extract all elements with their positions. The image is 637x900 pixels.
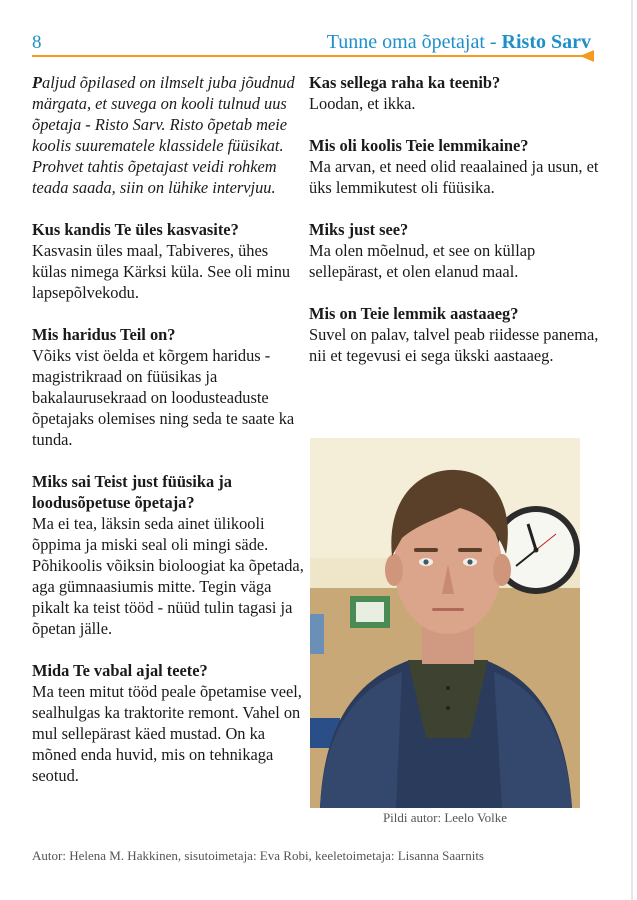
header-rule — [32, 55, 582, 57]
qa-block — [32, 219, 304, 303]
section-title — [327, 31, 591, 54]
left-column — [32, 72, 304, 807]
question: Mis oli koolis Teie lemmikaine? — [309, 136, 529, 155]
question: Kas sellega raha ka teenib? — [309, 73, 501, 92]
teacher-photo — [310, 438, 580, 808]
answer: Suvel on palav, talvel peab riidesse panema, nii et tegevusi ei sega ükski aastaaeg. — [309, 325, 599, 365]
intro-text: aljud õpilased on ilmselt juba jõudnud märgata, et suvega on kooli tulnud uus õpetaja - Risto Sarv. Risto õpetab meie koolis suurematele klassidele füüsikat. Prohvet tahtis õpetajast veidi rohkem teada saada, siin on lühike intervjuu. — [32, 73, 295, 197]
answer: Kasvasin üles maal, Tabiveres, ühes külas nimega Kärksi küla. See oli minu lapsepõlvekodu. — [32, 241, 291, 302]
qa-block — [309, 72, 609, 114]
question: Mida Te vabal ajal teete? — [32, 661, 208, 680]
credits-footer: Autor: Helena M. Hakkinen, sisutoimetaja: Eva Robi, keeletoimetaja: Lisanna Saarnits — [32, 848, 484, 863]
page-header — [0, 0, 637, 70]
qa-block — [32, 471, 304, 639]
page-edge — [631, 0, 633, 900]
answer: Ma olen mõelnud, et see on küllap sellepärast, et olen elanud maal. — [309, 241, 536, 281]
question: Mis haridus Teil on? — [32, 325, 176, 344]
qa-block — [32, 324, 304, 450]
right-column — [309, 72, 609, 387]
qa-block — [309, 135, 609, 198]
rule-arrow-icon — [580, 50, 594, 62]
qa-block — [32, 660, 304, 786]
drop-letter: P — [32, 73, 43, 92]
section-title-prefix: Tunne oma õpetajat - — [326, 31, 502, 53]
intro-paragraph — [32, 72, 304, 198]
answer: Loodan, et ikka. — [309, 94, 416, 113]
answer: Ma arvan, et need olid reaalained ja usun, et üks lemmikutest oli füüsika. — [309, 157, 599, 197]
answer: Ma teen mitut tööd peale õpetamise veel, sealhulgas ka traktorite remont. Vahel on mul sellepärast käed mustad. On ka mõned enda huvid, mis on tehnikaga seotud. — [32, 682, 302, 785]
question: Mis on Teie lemmik aastaaeg? — [309, 304, 519, 323]
question: Miks sai Teist just füüsika ja loodusõpetuse õpetaja? — [32, 472, 232, 512]
question: Miks just see? — [309, 220, 409, 239]
answer: Võiks vist öelda et kõrgem haridus - magistrikraad on füüsikas ja bakalaurusekraad on loodusteaduste õpetajaks olemises ning seda te saate ka tunda. — [32, 346, 295, 449]
qa-block — [309, 219, 609, 282]
answer: Ma ei tea, läksin seda ainet ülikooli õppima ja miski seal oli mingi säde. Põhikoolis võiksin bioloogiat ka õpetada, aga gümnaasiumis mitte. Tegin väga pikalt ka teist tööd - nüüd tulin tagasi ja õpetan jälle. — [32, 514, 304, 638]
page-number: 8 — [32, 32, 42, 53]
photo-caption: Pildi autor: Leelo Volke — [382, 810, 508, 825]
question: Kus kandis Te üles kasvasite? — [32, 220, 239, 239]
teacher-name: Risto Sarv — [501, 31, 591, 53]
qa-block — [309, 303, 609, 366]
